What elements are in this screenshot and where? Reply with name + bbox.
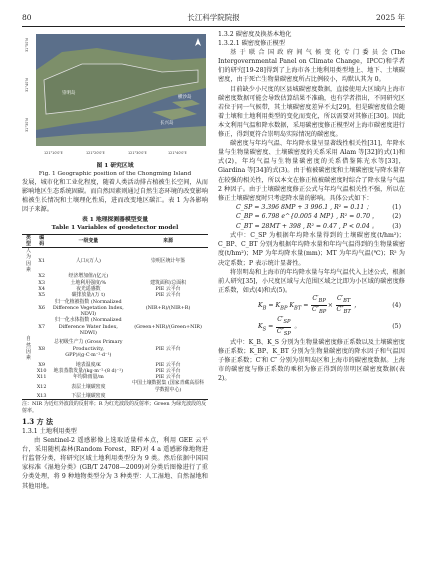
- body-paragraph: 式中：C_SP 为根据年均降水量得到的土壤碳密度(t/hm²)；C_BP、C_BT 分别为根据年均降水量和年均气温得到的生物量碳密度(t/hm²)；MP 为年均降水量(mm)；MT 为年均气温(℃)；R² 为决定系数；P 表示统计显著性。: [218, 232, 405, 267]
- table-cell: 夜光遥感数: [76, 285, 101, 292]
- body-paragraph: 由 Sentinel-2 遥感影像上选取适量样本点，利用 GEE 云平台，采用随机森林(Random Forest，RF)对 4 a 遥感影像地物进行监督分类，将研究区域土地利用类型分为 9 类。然后依据中国国家标准《湿地分类》(GB/T 24708—2009)对分类后图像进行了重分类处理，将 9 种地物类型分为 3 种类型：人工湿地、自然湿地和其他用地。: [22, 437, 208, 490]
- lon-label: 121°40′0″E: [168, 151, 187, 155]
- body-paragraph: 基于联合国政府间气候变化专门委员会(The Intergovernmental Panel on Climate Change，IPCC)和学者们的研究[19-28]得到了上海市各土地利用类型地上、地下、土壤碳密度，由于死亡生物量碳密度所占比例较小，均默认其为 0。: [218, 49, 405, 84]
- table-cell: [22, 317, 35, 336]
- figure-caption-en: Fig. 1 Geographic position of the Chongming Island: [38, 171, 192, 177]
- body-paragraph: 发展，城市化和工业化程度，随着人类活动排占植被生长空间，从而影响地区生态系统固碳。而自然因素则通过自然生态环境的改变影响植被生长情况和土壤理化性质，进而改变地区碳汇。表 1 为各影响因子来源。: [22, 179, 208, 214]
- subsection-heading: 1.3.1 土地利用类型: [22, 427, 77, 435]
- equation-3: [218, 222, 405, 232]
- table-cell: PIE 云平台: [155, 374, 181, 381]
- table-cell: X13: [36, 392, 47, 399]
- equation-body: $K_B = K_{BP}$ $K_{BT}$ = $\frac{C'_{BP}}{C''_{BP}}$ × $\frac{C'_{BT}}{C''_{BT}}$ ，: [258, 294, 361, 316]
- table-cell: 土地利用强度/%: [70, 279, 107, 286]
- section-heading: 1.3 方 法: [22, 416, 54, 426]
- equation-1: [218, 203, 405, 213]
- equation-number: (3): [392, 222, 401, 230]
- body-paragraph: 将崇明岛和上海市的年均降水量与年均气温代入上述公式，根据前人研究[35]，小尺度区域与大范围区域之比即为小区域的碳密度修正系数，如式(4)和式(5)。: [218, 268, 405, 294]
- table-cell: X7: [38, 323, 45, 330]
- journal-title: 长江科学院院报: [187, 12, 240, 22]
- table-cell: [22, 299, 35, 318]
- table-row: [22, 317, 208, 336]
- equation-number: (4): [392, 301, 401, 309]
- table-cell: PIE 云平台: [155, 285, 181, 292]
- table-cell: 自然因素: [25, 336, 31, 362]
- table-cell: X3: [38, 279, 45, 286]
- place-label: 横沙岛: [178, 95, 192, 100]
- table-cell: 人为因素: [25, 248, 31, 274]
- table-cell: PIE 云平台: [155, 361, 181, 368]
- table-cell: PIE 云平台: [155, 367, 181, 374]
- right-column: [218, 30, 405, 383]
- equation-body: C_BT = 28MT + 398 , R² = 0.47 , P < 0.04 。: [236, 222, 378, 230]
- equation-5: [218, 316, 405, 337]
- place-label: 崇明岛: [62, 91, 76, 96]
- table-cell: X2: [38, 273, 45, 280]
- table-caption: [22, 217, 208, 232]
- table-cell: X4: [38, 285, 45, 292]
- table-cell: 崇明区统计年鉴: [150, 257, 186, 264]
- table-cell: [22, 380, 35, 393]
- table-cell: 下层土壤碳密度: [71, 392, 106, 399]
- table-cell: X9: [38, 361, 45, 368]
- table-header: 类型: [25, 234, 31, 247]
- table-header: 来源: [163, 237, 173, 244]
- table-cell: X8: [38, 345, 45, 352]
- table-header: 一级变量: [78, 237, 99, 244]
- equation-body: C_BP = 6.798 e^{0.005 4 MP} , R² = 0.70 ，: [236, 213, 379, 221]
- equation-2: [218, 212, 405, 222]
- table-cell: 中国土壤数据集 (国家青藏高原科学数据中心): [132, 380, 205, 393]
- lon-label: 121°20′0″E: [86, 151, 105, 155]
- figure-caption: [22, 162, 208, 178]
- table-cell: 地表蒸散发量/(kg·m⁻²·(8 d)⁻¹): [53, 367, 124, 374]
- table-cell: PIE 云平台: [155, 292, 181, 299]
- map-figure: [22, 30, 208, 160]
- table-note: 注：NIR 为近红外波段的反射率；R 为红光波段的反射率；Green 为绿光波段的反射率。: [22, 401, 207, 415]
- page-header: [22, 10, 405, 27]
- lat-label: 31°30′N: [25, 118, 29, 132]
- table-cell: [22, 393, 35, 400]
- table-caption-en: Table 1 Variables of geodetector model: [51, 224, 179, 231]
- equation-number: (1): [392, 203, 401, 211]
- table-cell: X12: [36, 383, 47, 390]
- lat-label: 31°40′N: [25, 78, 29, 92]
- left-column: [22, 30, 208, 491]
- table-cell: [128, 393, 208, 400]
- study-area-map: [22, 30, 208, 160]
- subsubsection-heading: 1.3.2.1 碳密度修正模型: [218, 40, 285, 48]
- table-row: [22, 248, 208, 274]
- table-caption-cn: 表 1 地理探测器模型变量: [81, 217, 149, 224]
- table-cell: (Green+NIR)/(Green+NIR): [134, 323, 202, 330]
- table-row: [22, 380, 208, 393]
- table-body: [22, 248, 208, 400]
- lon-label: 121°30′0″E: [128, 151, 147, 155]
- table-cell: 人口/(万人): [75, 257, 101, 264]
- table-row: [22, 336, 208, 361]
- table-cell: X1: [38, 257, 45, 264]
- body-paragraph: 目前缺少小尺度的区县城碳密度数据，直接使用大区域内上海市碳密度数据可能会导致估算结果不准确，也有学者指出，不同研究区若位于同一气候带，其土壤碳密度差异不太[29]，但是碳密度值会随着土壤和土地利用类型的变化而变化，所以需要对其修正[30]。因此本文利用气温和降水数据，采用碳密度修正模型对上海市碳密度进行修正，得到更符合崇明岛实际情况的碳密度。: [218, 85, 405, 139]
- table-cell: (NIR+R)/(NIR+R): [145, 304, 191, 311]
- table-row: [22, 299, 208, 318]
- equation-number: (5): [392, 323, 401, 331]
- table-cell: 碳排放量/(万 t): [71, 292, 106, 299]
- table-cell: X11: [36, 374, 47, 381]
- equation-body: C_SP = 3.396 8MP + 3 996.1 , R² = 0.11 ；: [236, 203, 373, 211]
- lon-label: 121°10′0″E: [44, 151, 63, 155]
- table-cell: 表层土壤碳密度: [71, 383, 106, 390]
- table-header-row: [22, 234, 208, 248]
- equation-4: [218, 295, 405, 316]
- table-cell: 年均降雨量/m: [72, 374, 104, 381]
- equation-number: (2): [392, 213, 401, 221]
- table-cell: X10: [36, 367, 47, 374]
- subsection-heading: 1.3.2 碳密度及换基本地化: [218, 31, 292, 38]
- table-cell: 归一化植被指数 (Normalized Difference Vegetation Index, NDVI): [52, 298, 124, 318]
- table-cell: PIE 云平台: [155, 345, 181, 352]
- variables-table: [22, 234, 208, 401]
- table-cell: 归一化水体指数 (Normalized Difference Water Index, NDWI): [55, 317, 122, 337]
- lat-label: 31°50′N: [25, 38, 29, 52]
- body-paragraph: 式中：K_B、K_S 分别为生物量碳密度修正系数以及土壤碳密度修正系数；K_BP、K_BT 分别为生物量碳密度的降水因子和气温因子修正系数；C′和 C″ 分别为崇明岛区和上海市的碳密度数据。上海市的碳密度与修正系数的乘积为修正得到的崇明区碳密度数据(表 2)。: [218, 338, 405, 383]
- figure-caption-cn: 图 1 研究区域: [96, 163, 134, 169]
- table-cell: X5: [38, 292, 45, 299]
- page-number: 80: [22, 12, 32, 22]
- table-cell: 建筑面积/总面积: [150, 279, 187, 286]
- place-label: 长兴岛: [160, 121, 174, 126]
- table-row: [22, 393, 208, 400]
- table-cell: 总初级生产力 (Gross Primary Productivity, GPP)/(g·C·m⁻²·d⁻¹): [54, 339, 123, 359]
- table-cell: X6: [38, 304, 45, 311]
- table-header: 编码: [39, 234, 45, 247]
- table-cell: 经济增加值/(亿元): [68, 273, 109, 280]
- page-year: 2025 年: [376, 12, 405, 22]
- table-cell: 地表温度/K: [75, 361, 101, 368]
- equation-body: $K_S$ = $\frac{C'_{SP}}{C''_{SP}}$ 。: [258, 316, 301, 337]
- body-paragraph: 碳密度与年均气温、年均降水量呈显著线性相关性[31]，年降水量与生物量碳密度、土壤碳密度的关系采用 Alam 等[32]的式(1)和式(2)，年均气温与生物量碳密度的关系借鉴陈光水等[33]，Giardina 等[34]的式(3)。由于植被碳密度和土壤碳密度与降水量存在较强的相关性，所以本文在修正植被碳密度时综合了降水量与气温 2 种因子。由于土壤碳密度修正公式与年均气温相关性不强，所以在修正土壤碳密度时只考虑降水量的影响。具体公式如下：: [218, 140, 405, 202]
